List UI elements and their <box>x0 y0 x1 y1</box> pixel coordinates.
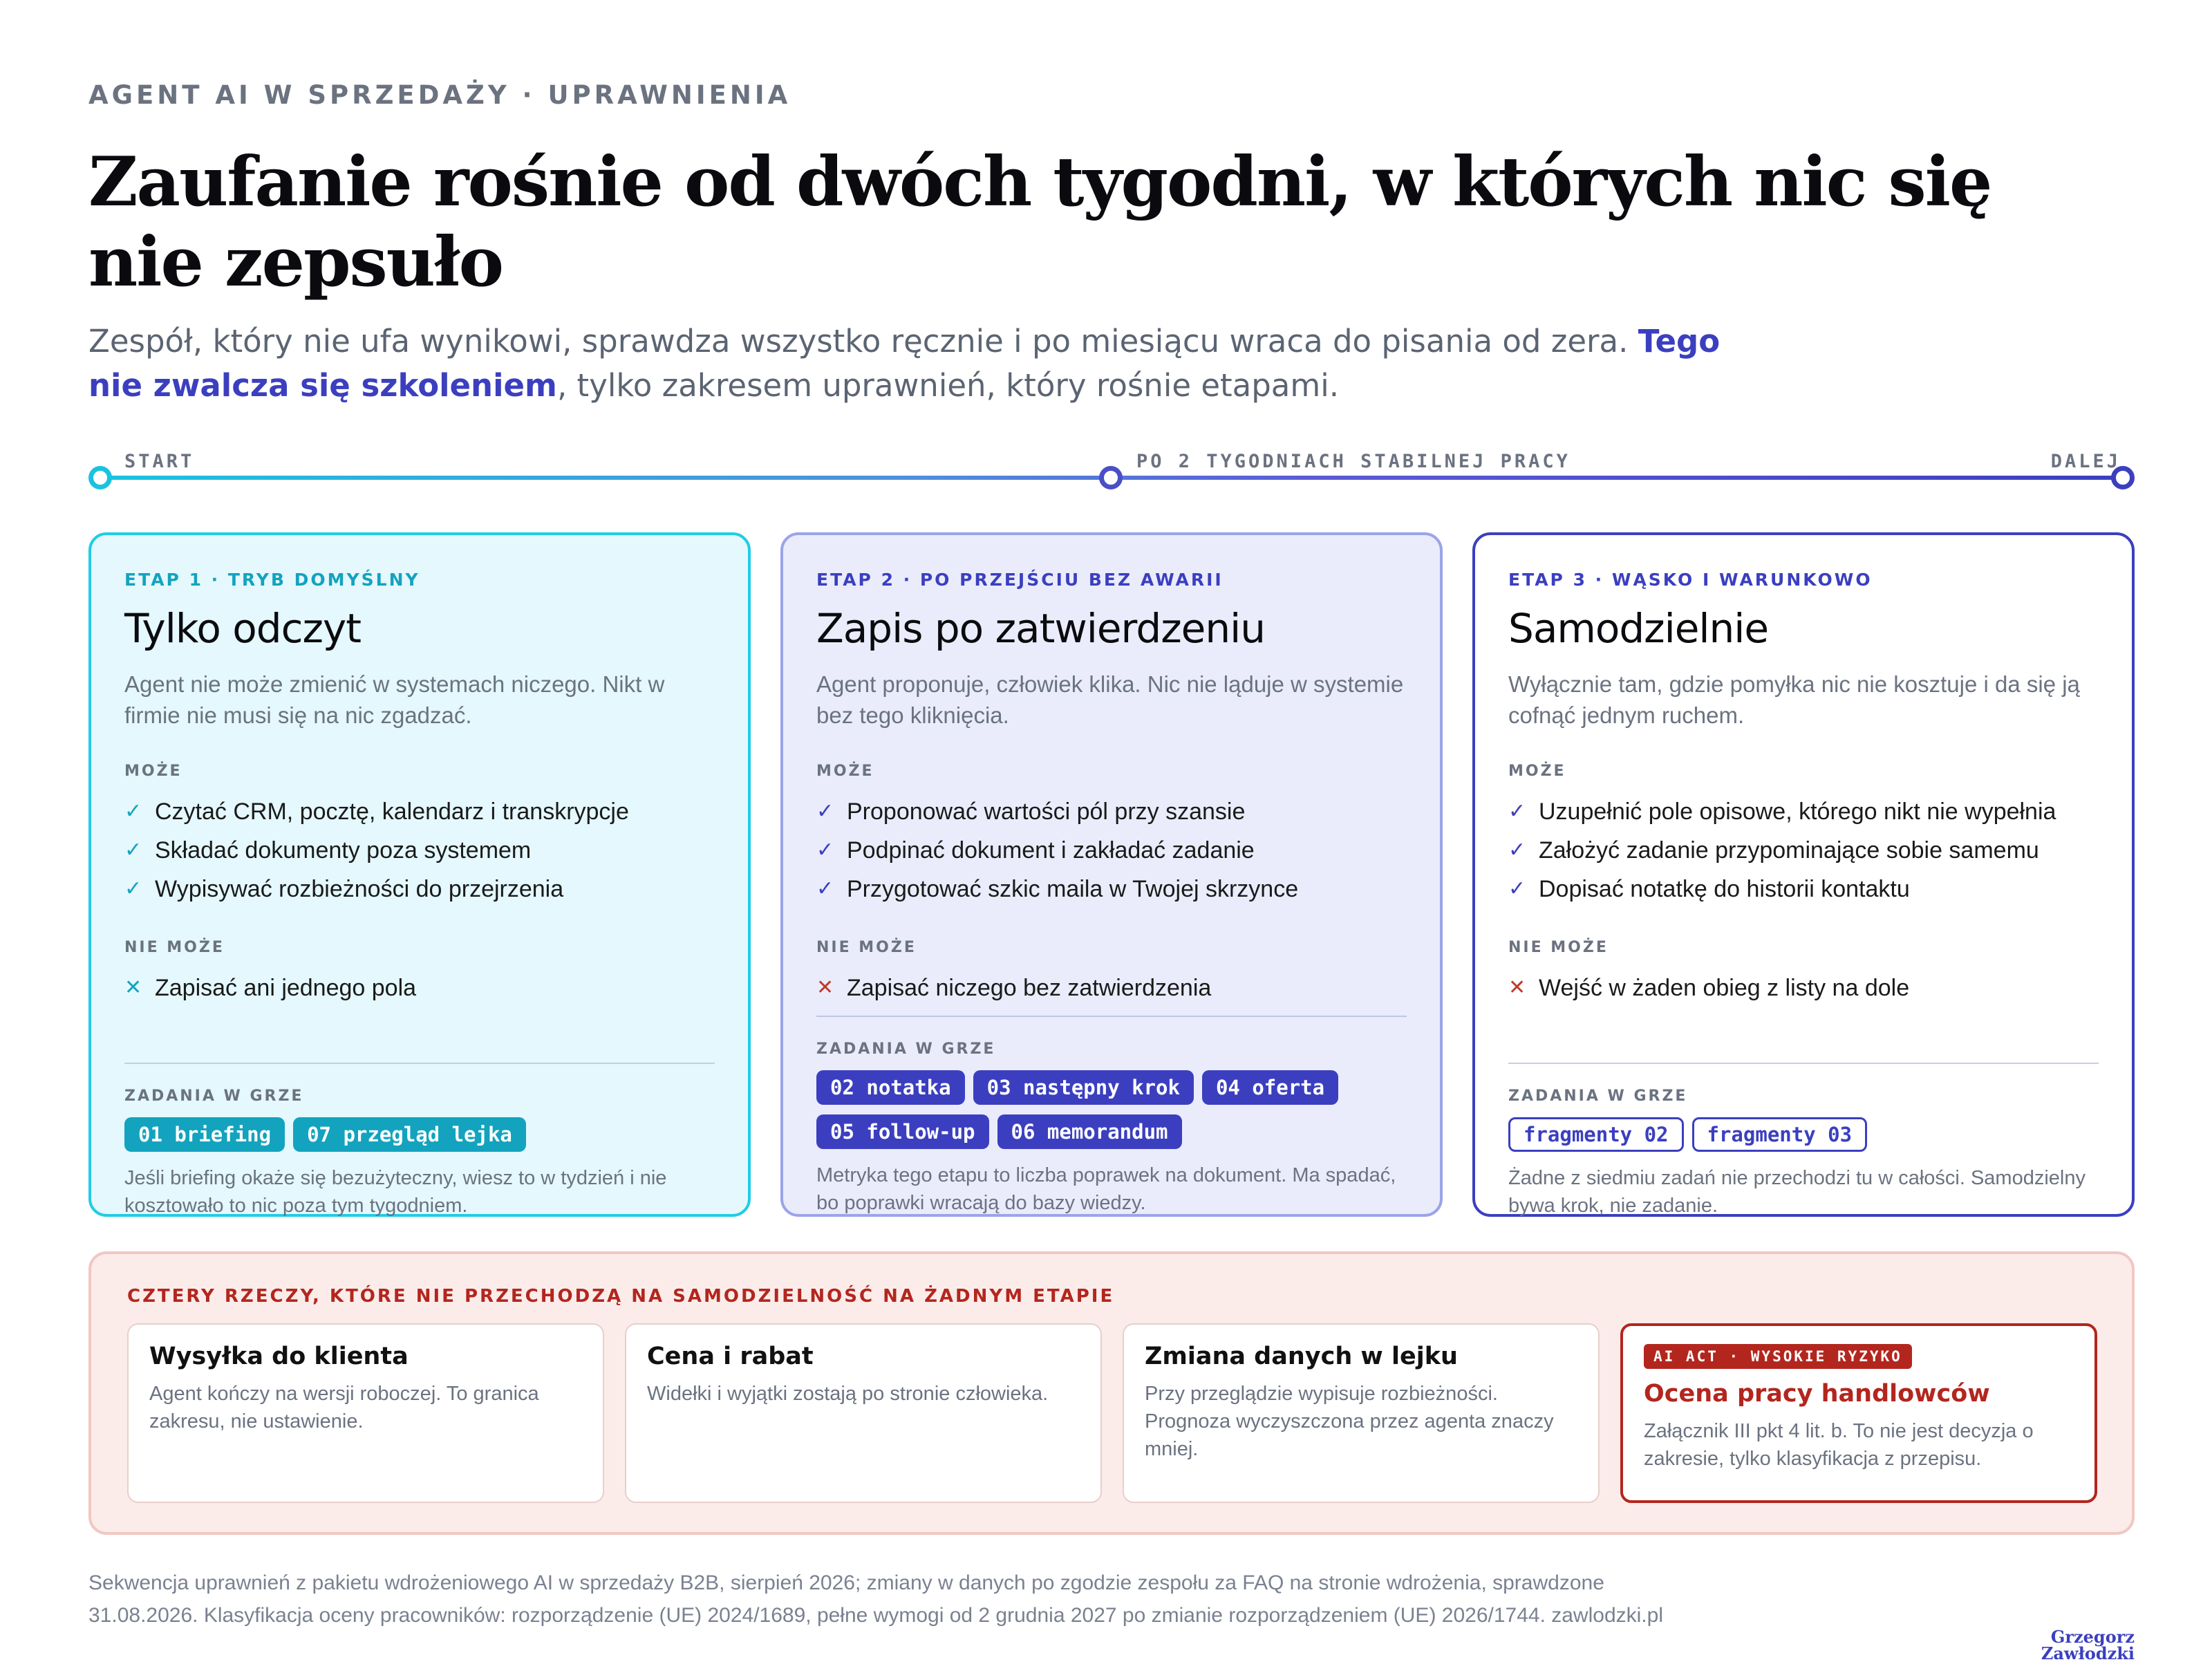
cannot-list <box>816 969 1407 1007</box>
list-item-text: Uzupełnić pole opisowe, którego nikt nie wypełnia <box>1539 799 2056 825</box>
check-icon: ✓ <box>816 839 834 861</box>
subtitle-part-2: , tylko zakresem uprawnień, który rośnie etapami. <box>556 367 1340 404</box>
cannot-label: NIE MOŻE <box>124 939 225 956</box>
can-label: MOŻE <box>1508 763 1566 780</box>
list-item-text: Dopisać notatkę do historii kontaktu <box>1539 876 1910 902</box>
tasks-label: ZADANIA W GRZE <box>124 1088 304 1105</box>
restricted-card-high-risk <box>1620 1323 2097 1503</box>
cannot-label: NIE MOŻE <box>1508 939 1609 956</box>
can-list <box>124 792 715 908</box>
list-item <box>1508 792 2099 831</box>
list-item-text: Wypisywać rozbieżności do przejrzenia <box>155 876 564 902</box>
stage-card-1 <box>88 532 751 1217</box>
list-item-text: Składać dokumenty poza systemem <box>155 837 532 864</box>
cross-icon: ✕ <box>816 976 834 999</box>
stage-description: Agent nie może zmienić w systemach niczego. Nikt w firmie nie musi się na nic zgadzać. <box>124 671 665 728</box>
timeline-middle-dot <box>1099 466 1123 489</box>
check-icon: ✓ <box>816 800 834 823</box>
author-signature <box>2017 1629 2135 1662</box>
list-item-text: Przygotować szkic maila w Twojej skrzynce <box>847 876 1299 902</box>
stage-description: Wyłącznie tam, gdzie pomyłka nic nie kosztuje i da się ją cofnąć jednym ruchem. <box>1508 671 2080 728</box>
divider <box>124 1063 715 1064</box>
signature-last-name: Zawłodzki <box>2041 1643 2135 1663</box>
can-list <box>1508 792 2099 908</box>
timeline <box>88 451 2135 506</box>
stage-eyebrow: ETAP 1 · TRYB DOMYŚLNY <box>124 570 420 590</box>
stage-note: Metryka tego etapu to liczba poprawek na dokument. Ma spadać, bo poprawki wracają do bazy wiedzy. <box>816 1164 1396 1214</box>
stage-title: Zapis po zatwierdzeniu <box>816 605 1265 652</box>
list-item <box>124 831 715 870</box>
list-item-text: Założyć zadanie przypominające sobie samemu <box>1539 837 2039 864</box>
list-item <box>124 870 715 908</box>
restricted-panel <box>88 1251 2135 1535</box>
task-chip: fragmenty 03 <box>1692 1117 1868 1152</box>
check-icon: ✓ <box>1508 877 1526 900</box>
list-item-text: Podpinać dokument i zakładać zadanie <box>847 837 1255 864</box>
tasks-label: ZADANIA W GRZE <box>816 1040 996 1058</box>
divider <box>1508 1063 2099 1064</box>
risk-badge: AI ACT · WYSOKIE RYZYKO <box>1644 1344 1912 1369</box>
task-chip: 03 następny krok <box>973 1070 1194 1105</box>
list-item-text: Wejść w żaden obieg z listy na dole <box>1539 975 1910 1001</box>
list-item <box>1508 969 2099 1007</box>
cross-icon: ✕ <box>124 976 142 999</box>
list-item-text: Zapisać ani jednego pola <box>155 975 417 1001</box>
restricted-card-title: Zmiana danych w lejku <box>1145 1343 1458 1370</box>
check-icon: ✓ <box>816 877 834 900</box>
check-icon: ✓ <box>124 800 142 823</box>
can-list <box>816 792 1407 908</box>
subtitle-part-1: Zespół, który nie ufa wynikowi, sprawdza wszystko ręcznie i po miesiącu wraca do pisania od zera. <box>88 323 1638 360</box>
list-item-text: Czytać CRM, pocztę, kalendarz i transkrypcje <box>155 799 629 825</box>
task-chip: 02 notatka <box>816 1070 965 1105</box>
stage-eyebrow: ETAP 3 · WĄSKO I WARUNKOWO <box>1508 570 1873 590</box>
cannot-list <box>124 969 715 1007</box>
list-item <box>1508 831 2099 870</box>
subtitle <box>88 319 1761 408</box>
restricted-card <box>625 1323 1102 1503</box>
restricted-card <box>127 1323 604 1503</box>
list-item <box>816 969 1407 1007</box>
can-label: MOŻE <box>124 763 182 780</box>
task-chip: 06 memorandum <box>997 1114 1182 1149</box>
cannot-label: NIE MOŻE <box>816 939 917 956</box>
restricted-card-text: Przy przeglądzie wypisuje rozbieżności. Prognoza wyczyszczona przez agenta znaczy mniej. <box>1145 1383 1554 1460</box>
timeline-start-label: START <box>124 451 195 472</box>
divider <box>816 1016 1407 1017</box>
restricted-title: CZTERY RZECZY, KTÓRE NIE PRZECHODZĄ NA SAMODZIELNOŚĆ NA ŻADNYM ETAPIE <box>127 1286 1115 1307</box>
task-chip: 04 oferta <box>1202 1070 1338 1105</box>
cannot-list <box>1508 969 2099 1007</box>
stage-title: Tylko odczyt <box>124 605 361 652</box>
task-chips <box>124 1117 715 1152</box>
restricted-card-title: Cena i rabat <box>647 1343 814 1370</box>
restricted-card <box>1123 1323 1600 1503</box>
list-item <box>1508 870 2099 908</box>
page-title: Zaufanie rośnie od dwóch tygodni, w których nic się nie zepsuło <box>88 142 1991 302</box>
task-chips <box>1508 1117 2099 1152</box>
task-chip: fragmenty 02 <box>1508 1117 1684 1152</box>
list-item <box>816 792 1407 831</box>
footer-source: Sekwencja uprawnień z pakietu wdrożeniowego AI w sprzedaży B2B, sierpień 2026; zmiany w danych po zgodzie zespołu za FAQ na stronie wdrożenia, sprawdzone 31.08.2026. Klasyfikacja oceny pracowników: rozporządzenie (UE) 2024/1689, pełne wymogi od 2 grudnia 2027 po zmianie rozporządzeniem (UE) 2026/1744. zawlodzki.pl <box>88 1571 1663 1627</box>
restricted-card-title: Wysyłka do klienta <box>149 1343 409 1370</box>
task-chip: 01 briefing <box>124 1117 285 1152</box>
eyebrow: AGENT AI W SPRZEDAŻY · UPRAWNIENIA <box>88 80 791 110</box>
stage-note: Jeśli briefing okaże się bezużyteczny, wiesz to w tydzień i nie kosztowało to nic poza tym tygodniem. <box>124 1167 667 1217</box>
subtitle-highlight: Tego nie zwalcza się szkoleniem <box>88 323 1721 404</box>
stage-title: Samodzielnie <box>1508 605 1769 652</box>
list-item-text: Zapisać niczego bez zatwierdzenia <box>847 975 1212 1001</box>
list-item <box>124 792 715 831</box>
list-item <box>816 870 1407 908</box>
check-icon: ✓ <box>124 839 142 861</box>
list-item <box>816 831 1407 870</box>
cross-icon: ✕ <box>1508 976 1526 999</box>
tasks-label: ZADANIA W GRZE <box>1508 1088 1688 1105</box>
list-item <box>124 969 715 1007</box>
timeline-middle-label: PO 2 TYGODNIACH STABILNEJ PRACY <box>1136 451 1571 472</box>
list-item-text: Proponować wartości pól przy szansie <box>847 799 1246 825</box>
timeline-end-label: DALEJ <box>2050 451 2121 472</box>
stage-eyebrow: ETAP 2 · PO PRZEJŚCIU BEZ AWARII <box>816 570 1224 590</box>
check-icon: ✓ <box>1508 800 1526 823</box>
restricted-card-title: Ocena pracy handlowców <box>1644 1380 1990 1408</box>
stage-card-2 <box>780 532 1443 1217</box>
restricted-card-text: Załącznik III pkt 4 lit. b. To nie jest decyzja o zakresie, tylko klasyfikacja z przepisu. <box>1644 1420 2034 1470</box>
can-label: MOŻE <box>816 763 874 780</box>
stage-note: Żadne z siedmiu zadań nie przechodzi tu w całości. Samodzielny bywa krok, nie zadanie. <box>1508 1167 2086 1217</box>
check-icon: ✓ <box>124 877 142 900</box>
check-icon: ✓ <box>1508 839 1526 861</box>
task-chip: 07 przegląd lejka <box>293 1117 526 1152</box>
stage-description: Agent proponuje, człowiek klika. Nic nie ląduje w systemie bez tego kliknięcia. <box>816 671 1404 728</box>
task-chip: 05 follow-up <box>816 1114 989 1149</box>
stage-card-3 <box>1472 532 2135 1217</box>
timeline-start-dot <box>88 466 112 489</box>
restricted-card-text: Agent kończy na wersji roboczej. To granica zakresu, nie ustawienie. <box>149 1383 539 1432</box>
signature-first-name: Grzegorz <box>2050 1627 2135 1647</box>
task-chips <box>816 1070 1407 1149</box>
restricted-card-text: Widełki i wyjątki zostają po stronie człowieka. <box>647 1383 1049 1405</box>
